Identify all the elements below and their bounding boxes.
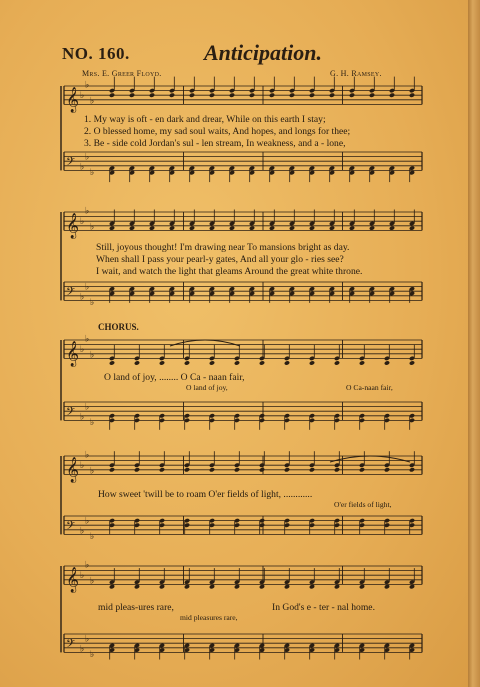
note-head	[309, 93, 315, 98]
note-head	[284, 467, 290, 472]
note-head	[289, 225, 295, 230]
note-head	[309, 467, 315, 472]
flat-icon: ♭	[90, 466, 95, 477]
note-head	[134, 584, 140, 589]
flat-icon: ♭	[90, 222, 95, 233]
verse-3-line-a: 3. Be - side cold Jordan's sul - len stream, In weakness, and a - lone,	[84, 138, 346, 149]
note-head	[209, 360, 215, 365]
flat-icon: ♭	[80, 345, 85, 356]
bass-clef-icon: 𝄢	[66, 285, 76, 302]
note-head	[109, 360, 115, 365]
note-head	[409, 467, 415, 472]
flat-icon: ♭	[80, 461, 85, 472]
note-head	[169, 225, 175, 230]
note-head	[109, 225, 115, 230]
note-head	[184, 467, 190, 472]
flat-icon: ♭	[85, 152, 90, 163]
chorus-echo-3: mid pleasures rare,	[180, 613, 238, 622]
note-head	[159, 467, 165, 472]
note-head	[259, 467, 265, 472]
note-head	[389, 93, 395, 98]
flat-icon: ♭	[85, 516, 90, 527]
treble-clef-icon: 𝄞	[66, 341, 80, 367]
note-head	[149, 225, 155, 230]
hymn-number: NO. 160.	[62, 44, 130, 63]
flat-icon: ♭	[85, 282, 90, 293]
note-head	[109, 93, 115, 98]
note-head	[159, 360, 165, 365]
flat-icon: ♭	[80, 526, 85, 537]
note-head	[269, 93, 275, 98]
note-head	[334, 360, 340, 365]
note-head	[359, 584, 365, 589]
note-head	[134, 467, 140, 472]
flat-icon: ♭	[85, 450, 90, 461]
note-head	[259, 584, 265, 589]
treble-clef-icon: 𝄞	[66, 213, 80, 239]
flat-icon: ♭	[85, 80, 90, 91]
flat-icon: ♭	[80, 644, 85, 655]
note-head	[359, 360, 365, 365]
flat-icon: ♭	[80, 412, 85, 423]
note-head	[184, 360, 190, 365]
note-head	[284, 360, 290, 365]
verse-1-line-a: 1. My way is oft - en dark and drear, While on this earth I stay;	[84, 114, 326, 125]
note-head	[309, 584, 315, 589]
note-head	[309, 360, 315, 365]
note-head	[384, 360, 390, 365]
note-head	[209, 93, 215, 98]
note-head	[409, 93, 415, 98]
treble-clef-icon: 𝄞	[66, 457, 80, 483]
flat-icon: ♭	[85, 334, 90, 345]
flat-icon: ♭	[85, 560, 90, 571]
note-head	[234, 584, 240, 589]
bass-clef-icon: 𝄢	[66, 405, 76, 422]
note-head	[209, 467, 215, 472]
flat-icon: ♭	[85, 402, 90, 413]
flat-icon: ♭	[80, 571, 85, 582]
note-head	[189, 93, 195, 98]
note-head	[234, 467, 240, 472]
note-head	[129, 93, 135, 98]
chorus-label: CHORUS.	[98, 322, 139, 332]
flat-icon: ♭	[90, 576, 95, 587]
note-head	[409, 360, 415, 365]
flat-icon: ♭	[85, 206, 90, 217]
note-head	[384, 584, 390, 589]
slur	[170, 340, 240, 346]
note-head	[284, 584, 290, 589]
note-head	[369, 225, 375, 230]
note-head	[289, 93, 295, 98]
chorus-echo-1a: O land of joy,	[186, 383, 228, 392]
note-head	[189, 225, 195, 230]
note-head	[149, 93, 155, 98]
note-head	[409, 584, 415, 589]
flat-icon: ♭	[90, 417, 95, 428]
note-head	[109, 467, 115, 472]
page-edge	[468, 0, 480, 687]
chorus-line-2: How sweet 'twill be to roam O'er fields of light, ............	[98, 489, 313, 500]
flat-icon: ♭	[80, 162, 85, 173]
note-head	[329, 225, 335, 230]
note-head	[269, 225, 275, 230]
note-head	[359, 467, 365, 472]
note-head	[334, 467, 340, 472]
bass-clef-icon: 𝄢	[66, 519, 76, 536]
note-head	[349, 93, 355, 98]
treble-clef-icon: 𝄞	[66, 87, 80, 113]
note-head	[169, 93, 175, 98]
note-head	[229, 225, 235, 230]
note-head	[159, 584, 165, 589]
note-head	[334, 584, 340, 589]
bass-clef-icon: 𝄢	[66, 637, 76, 654]
flat-icon: ♭	[90, 167, 95, 178]
chorus-line-3b: In God's e - ter - nal home.	[272, 602, 375, 613]
lyricist: Mrs. E. Greer Floyd.	[82, 69, 162, 78]
treble-clef-icon: 𝄞	[66, 567, 80, 593]
chorus-line-3a: mid pleas-ures rare,	[98, 602, 174, 613]
verse-2-line-a: 2. O blessed home, my sad soul waits, And hopes, and longs for thee;	[84, 126, 351, 137]
chorus-line-1: O land of joy, ........ O Ca - naan fair,	[104, 372, 245, 383]
hymn-title: Anticipation.	[204, 40, 322, 65]
flat-icon: ♭	[90, 531, 95, 542]
chorus-echo-2: O'er fields of light,	[334, 500, 392, 509]
note-head	[329, 93, 335, 98]
note-head	[389, 225, 395, 230]
note-head	[184, 584, 190, 589]
flat-icon: ♭	[80, 217, 85, 228]
note-head	[409, 225, 415, 230]
note-head	[349, 225, 355, 230]
flat-icon: ♭	[80, 91, 85, 102]
flat-icon: ♭	[80, 292, 85, 303]
note-head	[369, 93, 375, 98]
flat-icon: ♭	[90, 649, 95, 660]
verse-2-line-b: When shall I pass your pearl-y gates, And all your glo - ries see?	[96, 254, 344, 265]
bass-clef-icon: 𝄢	[66, 155, 76, 172]
note-head	[134, 360, 140, 365]
flat-icon: ♭	[90, 297, 95, 308]
chorus-echo-1b: O Ca-naan fair,	[346, 383, 393, 392]
verse-1-line-b: Still, joyous thought! I'm drawing near To mansions bright as day.	[96, 242, 350, 253]
composer: G. H. Ramsey.	[330, 69, 382, 78]
note-head	[129, 225, 135, 230]
note-head	[259, 360, 265, 365]
note-head	[109, 584, 115, 589]
note-head	[209, 225, 215, 230]
slur	[330, 456, 410, 462]
note-head	[249, 225, 255, 230]
note-head	[229, 93, 235, 98]
flat-icon: ♭	[90, 350, 95, 361]
note-head	[384, 467, 390, 472]
note-head	[309, 225, 315, 230]
note-head	[209, 584, 215, 589]
verse-3-line-b: I wait, and watch the light that gleams Around the great white throne.	[96, 266, 363, 277]
note-head	[234, 360, 240, 365]
note-head	[249, 93, 255, 98]
flat-icon: ♭	[90, 96, 95, 107]
flat-icon: ♭	[85, 634, 90, 645]
